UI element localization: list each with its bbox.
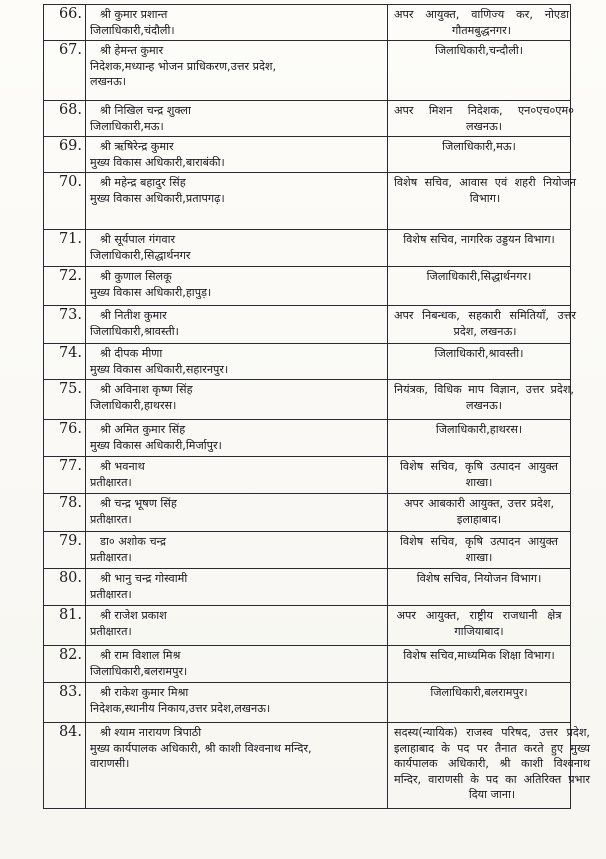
new-posting: जिलाधिकारी,बलरामपुर। <box>430 686 528 699</box>
table-row <box>44 494 571 532</box>
officer-name: श्री ऋषिरेन्द्र कुमार <box>100 140 174 153</box>
serial-number: 70. <box>44 173 86 230</box>
table-row <box>44 457 571 494</box>
table-row <box>44 683 571 723</box>
current-posting: निदेशक,मध्यान्ह भोजन प्राधिकरण,उत्तर प्रदेश, लखनऊ। <box>90 59 277 88</box>
current-posting: मुख्य विकास अधिकारी,सहारनपुर। <box>90 362 229 376</box>
officer-cell <box>86 569 388 606</box>
officer-name: श्री राजेश प्रकाश <box>100 609 167 622</box>
serial-number: 80. <box>44 569 86 606</box>
new-posting: जिलाधिकारी,सिद्धार्थनगर। <box>426 270 532 283</box>
officer-cell <box>86 137 388 173</box>
new-posting-cell <box>388 494 571 532</box>
officer-name: श्री अमित कुमार सिंह <box>100 423 186 436</box>
officer-cell <box>86 494 388 532</box>
current-posting: प्रतीक्षारत। <box>90 475 132 489</box>
new-posting: विशेष सचिव, कृषि उत्पादन आयुक्त शाखा। <box>400 460 558 489</box>
officer-name: श्री भवनाथ <box>100 460 145 473</box>
officer-cell <box>86 41 388 101</box>
serial-number: 69. <box>44 137 86 173</box>
new-posting-cell <box>388 41 571 101</box>
new-posting-cell <box>388 532 571 569</box>
table-row <box>44 173 571 230</box>
new-posting-cell <box>388 344 571 380</box>
table-row <box>44 137 571 173</box>
officer-cell <box>86 344 388 380</box>
table-row <box>44 532 571 569</box>
officer-name: श्री राकेश कुमार मिश्रा <box>100 686 189 699</box>
current-posting: प्रतीक्षारत। <box>90 550 132 564</box>
current-posting: जिलाधिकारी,मऊ। <box>90 119 164 133</box>
table-row <box>44 5 571 41</box>
new-posting: जिलाधिकारी,श्रावस्ती। <box>434 347 524 360</box>
serial-number: 78. <box>44 494 86 532</box>
officer-name: श्री चन्द्र भूषण सिंह <box>100 497 177 510</box>
current-posting: मुख्य विकास अधिकारी,प्रतापगढ़। <box>90 191 225 205</box>
table-row <box>44 569 571 606</box>
officer-cell <box>86 683 388 723</box>
table-row <box>44 230 571 267</box>
serial-number: 79. <box>44 532 86 569</box>
new-posting-cell <box>388 380 574 420</box>
new-posting-cell <box>388 723 590 809</box>
current-posting: जिलाधिकारी,श्रावस्ती। <box>90 324 179 338</box>
current-posting: मुख्य विकास अधिकारी,मिर्जापुर। <box>90 438 222 452</box>
officer-cell <box>86 267 388 306</box>
new-posting: विशेष सचिव, नागरिक उड्डयन विभाग। <box>403 233 555 246</box>
current-posting: जिलाधिकारी,सिद्धार्थनगर <box>90 248 191 262</box>
current-posting: जिलाधिकारी,बलरामपुर। <box>90 664 188 678</box>
new-posting: विशेष सचिव,माध्यमिक शिक्षा विभाग। <box>403 649 555 662</box>
officer-name: श्री श्याम नारायण त्रिपाठी <box>100 726 202 739</box>
current-posting: प्रतीक्षारत। <box>90 587 132 601</box>
officer-cell <box>86 606 388 646</box>
current-posting: जिलाधिकारी,हाथरस। <box>90 398 177 412</box>
new-posting-cell <box>388 137 571 173</box>
officer-name: श्री अविनाश कृष्ण सिंह <box>100 383 193 396</box>
serial-number: 81. <box>44 606 86 646</box>
new-posting-cell <box>388 5 571 41</box>
officer-name: श्री कुणाल सिलकू <box>100 270 172 283</box>
serial-number: 74. <box>44 344 86 380</box>
officer-name: श्री निखिल चन्द्र शुक्ला <box>100 104 191 117</box>
officer-cell <box>86 380 388 420</box>
serial-number: 84. <box>44 723 86 809</box>
serial-number: 66. <box>44 5 86 41</box>
new-posting: नियंत्रक, विधिक माप विज्ञान, उत्तर प्रदेश, लखनऊ। <box>394 383 574 412</box>
officer-name: श्री सूर्यपाल गंगवार <box>100 233 176 246</box>
officer-name: श्री भानु चन्द्र गोस्वामी <box>100 572 188 585</box>
new-posting: अपर मिशन निदेशक, एन०एच०एम० लखनऊ। <box>394 104 574 133</box>
new-posting: अपर आयुक्त, वाणिज्य कर, नोएडा गौतमबुद्धनगर। <box>394 8 569 37</box>
serial-number: 68. <box>44 101 86 137</box>
officer-cell <box>86 457 388 494</box>
current-posting: प्रतीक्षारत। <box>90 512 132 526</box>
new-posting: विशेष सचिव, नियोजन विभाग। <box>416 572 542 585</box>
officer-cell <box>86 646 388 683</box>
new-posting-cell <box>388 420 571 457</box>
new-posting-cell <box>388 569 571 606</box>
current-posting: मुख्य विकास अधिकारी,हापुड़। <box>90 285 212 299</box>
new-posting-cell <box>388 230 571 267</box>
new-posting: अपर आयुक्त, राष्ट्रीय राजधानी क्षेत्र गाजियाबाद। <box>396 609 562 638</box>
table-row <box>44 723 571 809</box>
new-posting-cell <box>388 683 571 723</box>
transfer-table-body <box>44 5 590 809</box>
serial-number: 67. <box>44 41 86 101</box>
new-posting-cell <box>388 306 576 344</box>
table-row <box>44 646 571 683</box>
current-posting: प्रतीक्षारत। <box>90 624 132 638</box>
current-posting: मुख्य कार्यपालक अधिकारी, श्री काशी विश्वनाथ मन्दिर, वाराणसी। <box>90 741 312 770</box>
table-row <box>44 344 571 380</box>
officer-cell <box>86 173 388 230</box>
new-posting: अपर आबकारी आयुक्त, उत्तर प्रदेश, इलाहाबाद। <box>404 497 554 526</box>
officer-cell <box>86 306 388 344</box>
new-posting-cell <box>388 606 571 646</box>
serial-number: 73. <box>44 306 86 344</box>
officer-cell <box>86 420 388 457</box>
new-posting: विशेष सचिव, आवास एवं शहरी नियोजन विभाग। <box>394 176 576 205</box>
new-posting-cell <box>388 267 571 306</box>
officer-cell <box>86 230 388 267</box>
serial-number: 83. <box>44 683 86 723</box>
table-row <box>44 606 571 646</box>
new-posting-cell <box>388 173 576 230</box>
officer-cell <box>86 5 388 41</box>
new-posting-cell <box>388 457 571 494</box>
officer-name: श्री कुमार प्रशान्त <box>100 8 168 21</box>
table-row <box>44 306 571 344</box>
transfer-table <box>43 4 590 809</box>
serial-number: 71. <box>44 230 86 267</box>
officer-cell <box>86 723 388 809</box>
new-posting-cell <box>388 101 574 137</box>
table-row <box>44 101 571 137</box>
serial-number: 75. <box>44 380 86 420</box>
serial-number: 76. <box>44 420 86 457</box>
table-row <box>44 380 571 420</box>
serial-number: 72. <box>44 267 86 306</box>
new-posting: जिलाधिकारी,हाथरस। <box>435 423 523 436</box>
table-row <box>44 420 571 457</box>
new-posting: विशेष सचिव, कृषि उत्पादन आयुक्त शाखा। <box>400 535 558 564</box>
table-row <box>44 41 571 101</box>
officer-name: श्री महेन्द्र बहादुर सिंह <box>100 176 186 189</box>
officer-name: श्री राम विशाल मिश्र <box>100 649 181 662</box>
new-posting: सदस्य(न्यायिक) राजस्व परिषद, उत्तर प्रदेश, इलाहाबाद के पद पर तैनात करते हुए मुख्य कार्यपालक अधिकारी, श्री काशी विश्वनाथ मन्दिर, वाराणसी के पद का अतिरिक्त प्रभार दिया जाना। <box>394 726 590 801</box>
new-posting-cell <box>388 646 571 683</box>
officer-name: श्री नितीश कुमार <box>100 309 167 322</box>
current-posting: मुख्य विकास अधिकारी,बाराबंकी। <box>90 155 225 169</box>
officer-name: श्री हेमन्त कुमार <box>100 44 164 57</box>
serial-number: 77. <box>44 457 86 494</box>
serial-number: 82. <box>44 646 86 683</box>
officer-name: डा० अशोक चन्द्र <box>100 535 166 548</box>
new-posting: जिलाधिकारी,चन्दौली। <box>434 44 524 57</box>
table-row <box>44 267 571 306</box>
officer-cell <box>86 101 388 137</box>
officer-cell <box>86 532 388 569</box>
new-posting: जिलाधिकारी,मऊ। <box>442 140 516 153</box>
current-posting: जिलाधिकारी,चंदौली। <box>90 23 175 37</box>
officer-name: श्री दीपक मीणा <box>100 347 163 360</box>
new-posting: अपर निबन्धक, सहकारी समितियाँ, उत्तर प्रदेश, लखनऊ। <box>394 309 576 338</box>
current-posting: निदेशक,स्थानीय निकाय,उत्तर प्रदेश,लखनऊ। <box>90 701 271 715</box>
